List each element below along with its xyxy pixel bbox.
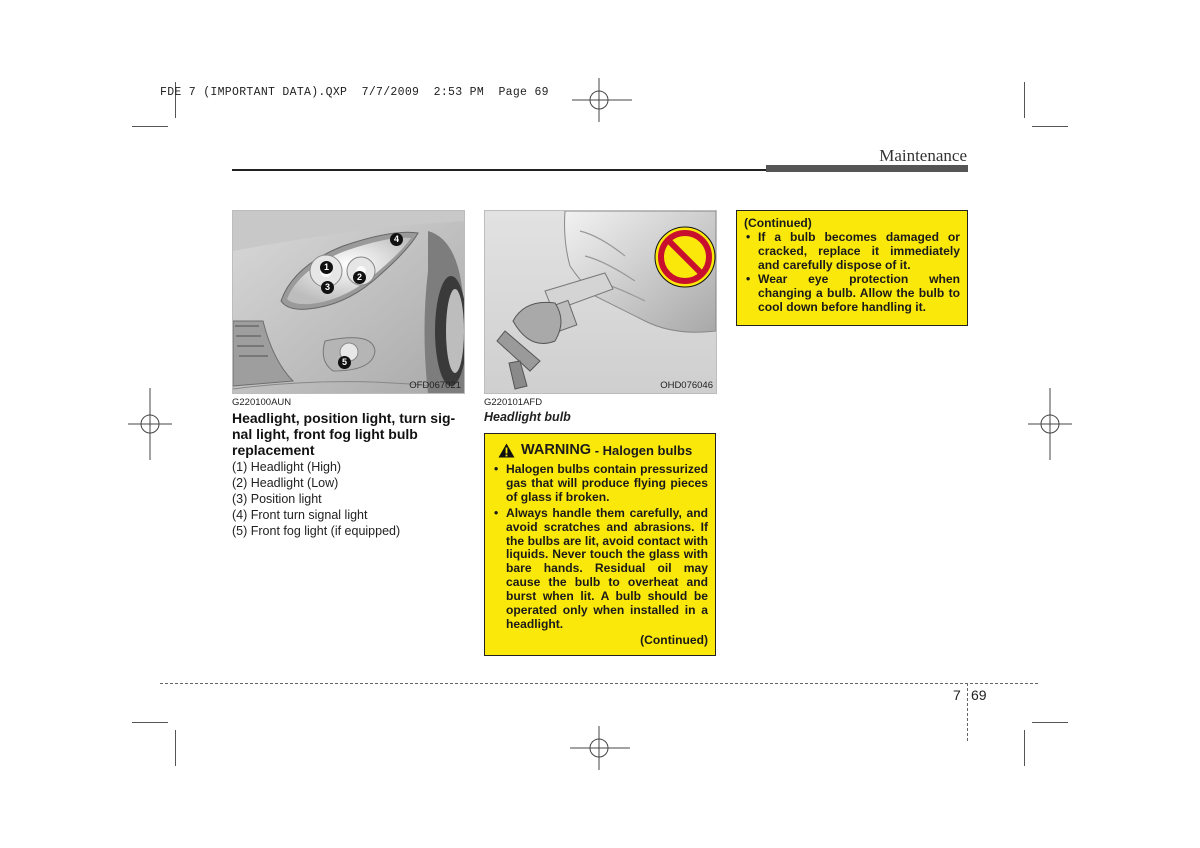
list-item: (2) Headlight (Low) [232, 476, 339, 490]
heading-line: replacement [232, 442, 315, 458]
warning-bullet: • Wear eye protection when changing a bulb. Allow the bulb to cool down before handling it. [744, 273, 960, 315]
continued-label: (Continued) [640, 632, 708, 647]
print-slug-line: FDE 7 (IMPORTANT DATA).QXP 7/7/2009 2:53 PM Page 69 [160, 86, 549, 99]
header-bar [766, 165, 968, 172]
footer-divider [967, 683, 968, 741]
warning-bullets [492, 463, 708, 632]
figure-caption: Headlight bulb [484, 410, 571, 424]
figure-code: OHD076046 [660, 380, 713, 391]
list-item: (5) Front fog light (if equipped) [232, 524, 401, 538]
callout-1: 1 [320, 261, 333, 274]
registration-mark-bottom [570, 726, 630, 770]
footer-dashed-rule [160, 683, 1038, 684]
continued-label: (Continued) [744, 216, 812, 230]
callout-2: 2 [353, 271, 366, 284]
headlight-illustration [232, 210, 465, 394]
warning-header [492, 442, 708, 458]
callout-4: 4 [390, 233, 403, 246]
chapter-number: 7 [953, 687, 961, 703]
registration-mark-left [128, 388, 172, 460]
continued-warning-box [736, 210, 968, 326]
warning-triangle-icon [498, 443, 515, 458]
heading-line: Headlight, position light, turn sig- [232, 410, 456, 426]
list-item: (3) Position light [232, 492, 322, 506]
heading-line: nal light, front fog light bulb [232, 426, 418, 442]
bulb-list [232, 459, 464, 539]
section-title: Maintenance [879, 146, 967, 165]
warning-subject: - Halogen bulbs [591, 442, 693, 458]
hand-bulb-drawing [485, 211, 716, 393]
left-section-code: G220100AUN [232, 397, 292, 408]
list-item: (4) Front turn signal light [232, 508, 368, 522]
warning-box [484, 433, 716, 656]
warning-bullet: • If a bulb becomes damaged or cracked, replace it immediately and carefully dispose of it. [744, 231, 960, 273]
left-heading [232, 410, 464, 458]
registration-mark-top [572, 78, 632, 122]
list-item: (1) Headlight (High) [232, 460, 342, 474]
callout-5: 5 [338, 356, 351, 369]
figure-code: OFD067021 [409, 380, 461, 391]
middle-section-code: G220101AFD [484, 397, 543, 408]
warning-bullet: • Always handle them carefully, and avoid scratches and abrasions. If the bulbs are lit, avoid contact with liquids. Never touch the glass with bare hands. Residual oil may cause the bulb to overheat and burst when lit. A bulb should be operated only when installed in a headlight. [492, 507, 708, 632]
continued-bullets [744, 231, 960, 314]
warning-bullet: • Halogen bulbs contain pressurized gas that will produce flying pieces of glass if broken. [492, 463, 708, 505]
halogen-bulb-illustration [484, 210, 717, 394]
registration-mark-right [1028, 388, 1072, 460]
callout-3: 3 [321, 281, 334, 294]
page-number: 69 [971, 687, 987, 703]
warning-label: WARNING [521, 442, 592, 458]
